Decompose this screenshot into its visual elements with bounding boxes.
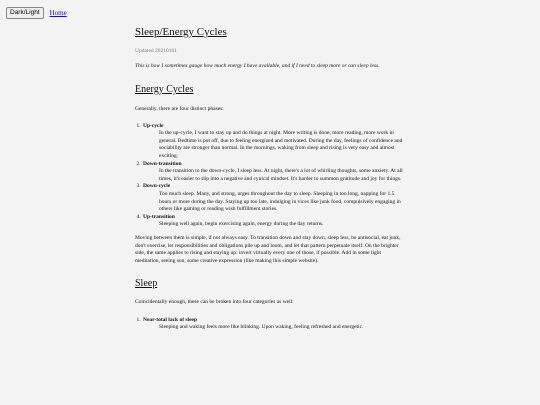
updated-date: Updated 20210101 xyxy=(135,48,178,54)
sleep-category-term: 1. Near-total lack of sleep xyxy=(143,316,198,323)
article xyxy=(135,26,407,332)
phase-term: 2. Down-transition xyxy=(143,160,182,167)
sleep-lead-text: Coincidentally enough, these can be broken into four categories as well: xyxy=(135,299,294,306)
phase-description: In the transition to the down-cycle, I sleep less. At night, there's a lot of whirling thoughts, some anxiety. At all times, it's easier to slip into a negative and cynical mindset. It's harder to summon gratitude and joy for things. xyxy=(159,168,403,182)
phase-item xyxy=(142,161,407,184)
phase-term: 1. Up-cycle xyxy=(143,122,164,129)
energy-cycles-heading: Energy Cycles xyxy=(135,84,194,95)
phase-description: In the up-cycle, I want to stay up and do things at night. More writing is done, more reading, more work in general. Bedtime is put off, due to feeling energized and motivated. During the day, feelings of confidence and sociability are stronger than normal. In the mornings, waking from sleep and rising is very easy and almost exciting. xyxy=(159,130,403,159)
phase-term: 4. Up-transition xyxy=(143,213,175,220)
dark-light-toggle-button[interactable]: Dark/Light xyxy=(6,7,44,19)
sleep-category-item xyxy=(142,317,407,332)
sleep-category-list xyxy=(135,317,407,332)
page-title: Sleep/Energy Cycles xyxy=(135,26,227,38)
phase-item xyxy=(142,214,407,229)
home-link[interactable]: Home xyxy=(49,9,67,17)
phase-term: 3. Down-cycle xyxy=(143,183,171,190)
intro-text: This is how I sometimes gauge how much energy I have available, and if I need to sleep more or can sleep less. xyxy=(135,63,380,69)
phase-item xyxy=(142,183,407,213)
phase-list xyxy=(135,123,407,229)
sleep-heading: Sleep xyxy=(135,278,158,290)
phase-item xyxy=(142,123,407,161)
top-bar xyxy=(6,7,67,19)
energy-lead-text: Generally, there are four distinct phases: xyxy=(135,106,224,112)
phase-description: Too much sleep. Many, and strong, urges throughout the day to sleep. Sleeping in too long, napping for 1.5 hours or more during the day. Staying up too late, indulging in vices like junk food, compulsively engaging in others like gaming or reading wish fulfillment stories. xyxy=(159,190,401,213)
energy-closing-text: Moving between them is simple, if not always easy. To transition down and stay down, sleep less, be antisocial, eat junk, don't exercise, let responsibilities and obligations pile up and loom, and let that pattern perpetuate itself. On the brighter side, the same applies to rising and staying up: invert virtually every one of those, if possible. Add in some light meditation, seeing sun, some creative expression (like making this simple website). xyxy=(135,234,401,264)
phase-description: Sleeping well again, begin exercising again, energy during the day returns. xyxy=(159,221,324,228)
sleep-category-description: Sleeping and waking feels more like blinking. Upon waking, feeling refreshed and energetic. xyxy=(159,324,364,331)
